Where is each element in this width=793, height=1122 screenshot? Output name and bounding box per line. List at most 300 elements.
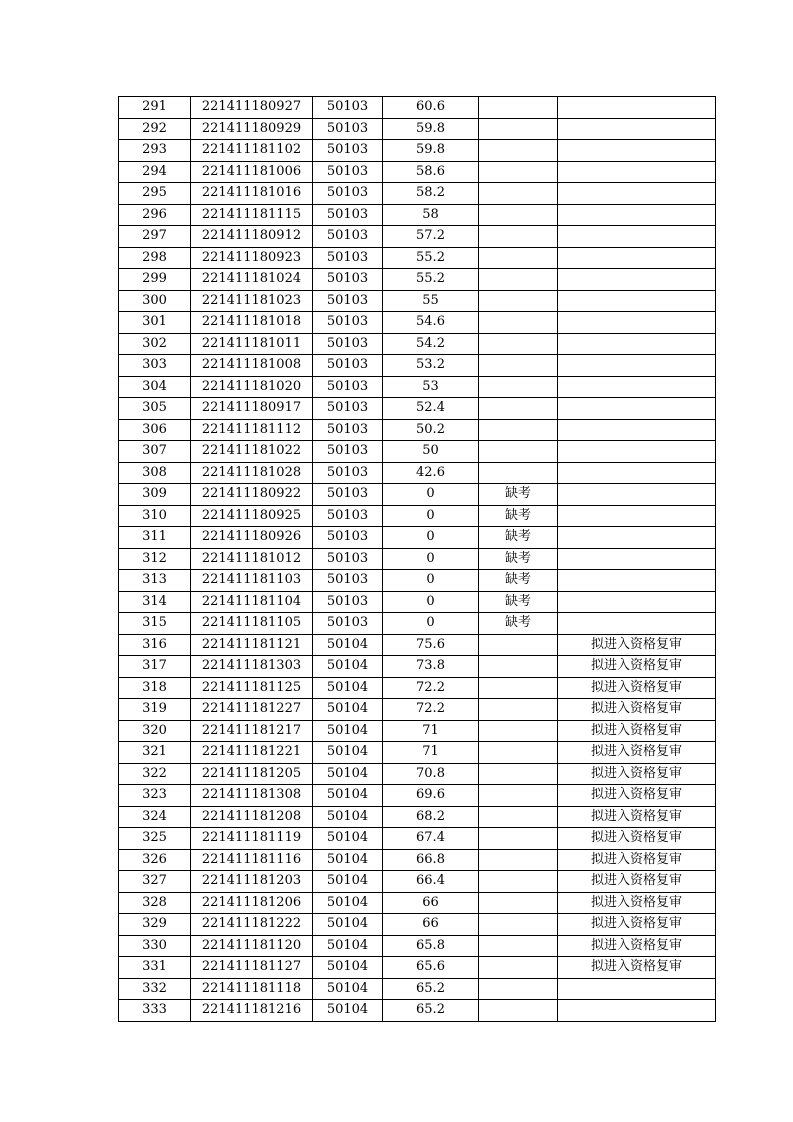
table-row <box>119 914 716 936</box>
table-row <box>119 785 716 807</box>
table-row <box>119 204 716 226</box>
note-cell: 缺考 <box>479 548 558 570</box>
score-cell: 65.2 <box>383 978 479 1000</box>
note-cell <box>479 441 558 463</box>
result-cell <box>558 204 716 226</box>
note-cell <box>479 720 558 742</box>
result-cell <box>558 226 716 248</box>
note-cell <box>479 656 558 678</box>
ticket-number-cell: 221411181216 <box>191 1000 313 1022</box>
ticket-number-cell: 221411181103 <box>191 570 313 592</box>
table-row <box>119 978 716 1000</box>
table-row <box>119 140 716 162</box>
table-row <box>119 269 716 291</box>
position-code-cell: 50104 <box>313 892 383 914</box>
table-row <box>119 634 716 656</box>
result-cell: 拟进入资格复审 <box>558 828 716 850</box>
result-cell <box>558 548 716 570</box>
position-code-cell: 50104 <box>313 978 383 1000</box>
position-code-cell: 50104 <box>313 1000 383 1022</box>
result-cell <box>558 613 716 635</box>
score-cell: 55.2 <box>383 269 479 291</box>
score-cell: 72.2 <box>383 699 479 721</box>
row-number-cell: 321 <box>119 742 191 764</box>
ticket-number-cell: 221411181024 <box>191 269 313 291</box>
ticket-number-cell: 221411181006 <box>191 161 313 183</box>
result-cell: 拟进入资格复审 <box>558 763 716 785</box>
ticket-number-cell: 221411181121 <box>191 634 313 656</box>
ticket-number-cell: 221411180927 <box>191 97 313 119</box>
ticket-number-cell: 221411181016 <box>191 183 313 205</box>
row-number-cell: 291 <box>119 97 191 119</box>
note-cell <box>479 419 558 441</box>
table-row <box>119 484 716 506</box>
table-row <box>119 957 716 979</box>
ticket-number-cell: 221411181227 <box>191 699 313 721</box>
table-row <box>119 247 716 269</box>
position-code-cell: 50104 <box>313 785 383 807</box>
score-table <box>118 96 716 1022</box>
table-row <box>119 505 716 527</box>
ticket-number-cell: 221411181217 <box>191 720 313 742</box>
row-number-cell: 292 <box>119 118 191 140</box>
score-cell: 50 <box>383 441 479 463</box>
ticket-number-cell: 221411181020 <box>191 376 313 398</box>
note-cell <box>479 914 558 936</box>
note-cell <box>479 183 558 205</box>
table-row <box>119 226 716 248</box>
result-cell <box>558 570 716 592</box>
row-number-cell: 310 <box>119 505 191 527</box>
result-cell: 拟进入资格复审 <box>558 656 716 678</box>
note-cell: 缺考 <box>479 527 558 549</box>
table-row <box>119 161 716 183</box>
position-code-cell: 50103 <box>313 161 383 183</box>
position-code-cell: 50103 <box>313 462 383 484</box>
result-cell: 拟进入资格复审 <box>558 849 716 871</box>
ticket-number-cell: 221411181115 <box>191 204 313 226</box>
row-number-cell: 328 <box>119 892 191 914</box>
row-number-cell: 315 <box>119 613 191 635</box>
score-cell: 60.6 <box>383 97 479 119</box>
score-cell: 71 <box>383 742 479 764</box>
position-code-cell: 50103 <box>313 333 383 355</box>
result-cell <box>558 1000 716 1022</box>
ticket-number-cell: 221411180912 <box>191 226 313 248</box>
ticket-number-cell: 221411181116 <box>191 849 313 871</box>
result-cell: 拟进入资格复审 <box>558 742 716 764</box>
position-code-cell: 50103 <box>313 97 383 119</box>
result-cell <box>558 312 716 334</box>
position-code-cell: 50104 <box>313 935 383 957</box>
position-code-cell: 50103 <box>313 269 383 291</box>
ticket-number-cell: 221411181303 <box>191 656 313 678</box>
result-cell: 拟进入资格复审 <box>558 634 716 656</box>
table-row <box>119 376 716 398</box>
score-cell: 66.4 <box>383 871 479 893</box>
position-code-cell: 50103 <box>313 613 383 635</box>
position-code-cell: 50103 <box>313 591 383 613</box>
result-cell <box>558 527 716 549</box>
row-number-cell: 317 <box>119 656 191 678</box>
score-cell: 58.2 <box>383 183 479 205</box>
row-number-cell: 329 <box>119 914 191 936</box>
row-number-cell: 307 <box>119 441 191 463</box>
row-number-cell: 302 <box>119 333 191 355</box>
score-cell: 52.4 <box>383 398 479 420</box>
position-code-cell: 50103 <box>313 484 383 506</box>
position-code-cell: 50103 <box>313 441 383 463</box>
note-cell <box>479 118 558 140</box>
ticket-number-cell: 221411180917 <box>191 398 313 420</box>
result-cell: 拟进入资格复审 <box>558 677 716 699</box>
score-cell: 58 <box>383 204 479 226</box>
position-code-cell: 50103 <box>313 419 383 441</box>
note-cell <box>479 204 558 226</box>
note-cell <box>479 806 558 828</box>
score-cell: 65.2 <box>383 1000 479 1022</box>
note-cell <box>479 849 558 871</box>
score-cell: 55.2 <box>383 247 479 269</box>
note-cell: 缺考 <box>479 505 558 527</box>
ticket-number-cell: 221411181120 <box>191 935 313 957</box>
ticket-number-cell: 221411180922 <box>191 484 313 506</box>
position-code-cell: 50104 <box>313 634 383 656</box>
result-cell: 拟进入资格复审 <box>558 892 716 914</box>
ticket-number-cell: 221411181022 <box>191 441 313 463</box>
position-code-cell: 50104 <box>313 720 383 742</box>
score-cell: 57.2 <box>383 226 479 248</box>
score-cell: 55 <box>383 290 479 312</box>
row-number-cell: 312 <box>119 548 191 570</box>
table-row <box>119 849 716 871</box>
position-code-cell: 50103 <box>313 570 383 592</box>
result-cell: 拟进入资格复审 <box>558 699 716 721</box>
table-row <box>119 871 716 893</box>
score-cell: 68.2 <box>383 806 479 828</box>
position-code-cell: 50103 <box>313 204 383 226</box>
row-number-cell: 320 <box>119 720 191 742</box>
row-number-cell: 311 <box>119 527 191 549</box>
score-cell: 73.8 <box>383 656 479 678</box>
row-number-cell: 319 <box>119 699 191 721</box>
note-cell <box>479 677 558 699</box>
result-cell <box>558 97 716 119</box>
note-cell <box>479 333 558 355</box>
note-cell <box>479 978 558 1000</box>
table-row <box>119 462 716 484</box>
table-row <box>119 290 716 312</box>
table-row <box>119 419 716 441</box>
result-cell <box>558 484 716 506</box>
result-cell <box>558 161 716 183</box>
note-cell: 缺考 <box>479 613 558 635</box>
row-number-cell: 324 <box>119 806 191 828</box>
note-cell <box>479 1000 558 1022</box>
note-cell <box>479 462 558 484</box>
score-cell: 0 <box>383 548 479 570</box>
result-cell: 拟进入资格复审 <box>558 806 716 828</box>
ticket-number-cell: 221411180929 <box>191 118 313 140</box>
note-cell <box>479 312 558 334</box>
result-cell <box>558 183 716 205</box>
ticket-number-cell: 221411181206 <box>191 892 313 914</box>
position-code-cell: 50104 <box>313 806 383 828</box>
row-number-cell: 296 <box>119 204 191 226</box>
row-number-cell: 309 <box>119 484 191 506</box>
note-cell <box>479 269 558 291</box>
result-cell <box>558 140 716 162</box>
score-table-body <box>119 97 716 1022</box>
note-cell <box>479 226 558 248</box>
table-row <box>119 892 716 914</box>
score-cell: 53.2 <box>383 355 479 377</box>
table-row <box>119 742 716 764</box>
table-row <box>119 828 716 850</box>
ticket-number-cell: 221411181008 <box>191 355 313 377</box>
note-cell <box>479 699 558 721</box>
result-cell: 拟进入资格复审 <box>558 785 716 807</box>
result-cell <box>558 591 716 613</box>
table-row <box>119 118 716 140</box>
position-code-cell: 50103 <box>313 355 383 377</box>
position-code-cell: 50103 <box>313 376 383 398</box>
ticket-number-cell: 221411181018 <box>191 312 313 334</box>
table-row <box>119 333 716 355</box>
note-cell <box>479 828 558 850</box>
result-cell <box>558 355 716 377</box>
position-code-cell: 50104 <box>313 957 383 979</box>
score-cell: 0 <box>383 570 479 592</box>
result-cell: 拟进入资格复审 <box>558 935 716 957</box>
ticket-number-cell: 221411181221 <box>191 742 313 764</box>
position-code-cell: 50104 <box>313 828 383 850</box>
position-code-cell: 50103 <box>313 118 383 140</box>
row-number-cell: 299 <box>119 269 191 291</box>
score-cell: 42.6 <box>383 462 479 484</box>
table-row <box>119 355 716 377</box>
position-code-cell: 50104 <box>313 742 383 764</box>
table-row <box>119 763 716 785</box>
row-number-cell: 295 <box>119 183 191 205</box>
row-number-cell: 318 <box>119 677 191 699</box>
ticket-number-cell: 221411181012 <box>191 548 313 570</box>
row-number-cell: 301 <box>119 312 191 334</box>
table-row <box>119 548 716 570</box>
result-cell <box>558 441 716 463</box>
table-row <box>119 699 716 721</box>
table-row <box>119 441 716 463</box>
note-cell <box>479 161 558 183</box>
row-number-cell: 304 <box>119 376 191 398</box>
score-cell: 0 <box>383 484 479 506</box>
position-code-cell: 50103 <box>313 290 383 312</box>
row-number-cell: 322 <box>119 763 191 785</box>
table-row <box>119 398 716 420</box>
result-cell <box>558 247 716 269</box>
row-number-cell: 313 <box>119 570 191 592</box>
score-cell: 69.6 <box>383 785 479 807</box>
ticket-number-cell: 221411181222 <box>191 914 313 936</box>
score-cell: 66 <box>383 892 479 914</box>
table-row <box>119 720 716 742</box>
note-cell: 缺考 <box>479 484 558 506</box>
position-code-cell: 50103 <box>313 398 383 420</box>
row-number-cell: 294 <box>119 161 191 183</box>
score-cell: 66.8 <box>383 849 479 871</box>
note-cell <box>479 97 558 119</box>
note-cell <box>479 634 558 656</box>
ticket-number-cell: 221411181028 <box>191 462 313 484</box>
note-cell <box>479 871 558 893</box>
score-cell: 0 <box>383 591 479 613</box>
row-number-cell: 333 <box>119 1000 191 1022</box>
score-cell: 71 <box>383 720 479 742</box>
score-cell: 59.8 <box>383 140 479 162</box>
row-number-cell: 298 <box>119 247 191 269</box>
note-cell <box>479 742 558 764</box>
score-cell: 58.6 <box>383 161 479 183</box>
note-cell: 缺考 <box>479 570 558 592</box>
score-cell: 65.6 <box>383 957 479 979</box>
position-code-cell: 50104 <box>313 677 383 699</box>
ticket-number-cell: 221411181127 <box>191 957 313 979</box>
note-cell <box>479 355 558 377</box>
note-cell <box>479 140 558 162</box>
ticket-number-cell: 221411181112 <box>191 419 313 441</box>
ticket-number-cell: 221411180926 <box>191 527 313 549</box>
row-number-cell: 293 <box>119 140 191 162</box>
result-cell: 拟进入资格复审 <box>558 957 716 979</box>
table-row <box>119 570 716 592</box>
score-cell: 75.6 <box>383 634 479 656</box>
ticket-number-cell: 221411181023 <box>191 290 313 312</box>
result-cell <box>558 398 716 420</box>
row-number-cell: 306 <box>119 419 191 441</box>
score-cell: 54.2 <box>383 333 479 355</box>
row-number-cell: 325 <box>119 828 191 850</box>
ticket-number-cell: 221411181104 <box>191 591 313 613</box>
note-cell <box>479 247 558 269</box>
score-cell: 65.8 <box>383 935 479 957</box>
position-code-cell: 50103 <box>313 247 383 269</box>
result-cell <box>558 376 716 398</box>
table-row <box>119 677 716 699</box>
ticket-number-cell: 221411181203 <box>191 871 313 893</box>
ticket-number-cell: 221411181105 <box>191 613 313 635</box>
ticket-number-cell: 221411180925 <box>191 505 313 527</box>
note-cell <box>479 892 558 914</box>
note-cell <box>479 935 558 957</box>
row-number-cell: 308 <box>119 462 191 484</box>
result-cell: 拟进入资格复审 <box>558 914 716 936</box>
table-row <box>119 591 716 613</box>
table-row <box>119 806 716 828</box>
score-cell: 0 <box>383 527 479 549</box>
result-cell: 拟进入资格复审 <box>558 720 716 742</box>
position-code-cell: 50104 <box>313 656 383 678</box>
score-cell: 59.8 <box>383 118 479 140</box>
score-cell: 0 <box>383 613 479 635</box>
position-code-cell: 50103 <box>313 312 383 334</box>
table-row <box>119 613 716 635</box>
ticket-number-cell: 221411180923 <box>191 247 313 269</box>
result-cell: 拟进入资格复审 <box>558 871 716 893</box>
ticket-number-cell: 221411181125 <box>191 677 313 699</box>
position-code-cell: 50104 <box>313 871 383 893</box>
position-code-cell: 50103 <box>313 548 383 570</box>
row-number-cell: 331 <box>119 957 191 979</box>
score-cell: 72.2 <box>383 677 479 699</box>
row-number-cell: 314 <box>119 591 191 613</box>
table-row <box>119 1000 716 1022</box>
result-cell <box>558 505 716 527</box>
result-cell <box>558 269 716 291</box>
row-number-cell: 330 <box>119 935 191 957</box>
score-cell: 66 <box>383 914 479 936</box>
ticket-number-cell: 221411181119 <box>191 828 313 850</box>
score-cell: 67.4 <box>383 828 479 850</box>
table-row <box>119 312 716 334</box>
ticket-number-cell: 221411181308 <box>191 785 313 807</box>
row-number-cell: 316 <box>119 634 191 656</box>
result-cell <box>558 419 716 441</box>
position-code-cell: 50103 <box>313 226 383 248</box>
table-row <box>119 935 716 957</box>
position-code-cell: 50104 <box>313 763 383 785</box>
note-cell <box>479 957 558 979</box>
note-cell <box>479 290 558 312</box>
row-number-cell: 303 <box>119 355 191 377</box>
result-cell <box>558 978 716 1000</box>
score-cell: 50.2 <box>383 419 479 441</box>
ticket-number-cell: 221411181102 <box>191 140 313 162</box>
note-cell <box>479 398 558 420</box>
note-cell <box>479 376 558 398</box>
ticket-number-cell: 221411181205 <box>191 763 313 785</box>
ticket-number-cell: 221411181208 <box>191 806 313 828</box>
row-number-cell: 327 <box>119 871 191 893</box>
score-cell: 53 <box>383 376 479 398</box>
result-cell <box>558 118 716 140</box>
table-row <box>119 97 716 119</box>
ticket-number-cell: 221411181011 <box>191 333 313 355</box>
ticket-number-cell: 221411181118 <box>191 978 313 1000</box>
note-cell <box>479 785 558 807</box>
score-cell: 70.8 <box>383 763 479 785</box>
table-row <box>119 656 716 678</box>
position-code-cell: 50103 <box>313 140 383 162</box>
row-number-cell: 332 <box>119 978 191 1000</box>
row-number-cell: 323 <box>119 785 191 807</box>
row-number-cell: 297 <box>119 226 191 248</box>
result-cell <box>558 462 716 484</box>
position-code-cell: 50103 <box>313 505 383 527</box>
score-cell: 0 <box>383 505 479 527</box>
result-cell <box>558 290 716 312</box>
position-code-cell: 50103 <box>313 183 383 205</box>
score-cell: 54.6 <box>383 312 479 334</box>
result-cell <box>558 333 716 355</box>
table-row <box>119 527 716 549</box>
note-cell <box>479 763 558 785</box>
position-code-cell: 50104 <box>313 849 383 871</box>
table-row <box>119 183 716 205</box>
position-code-cell: 50103 <box>313 527 383 549</box>
row-number-cell: 305 <box>119 398 191 420</box>
position-code-cell: 50104 <box>313 914 383 936</box>
position-code-cell: 50104 <box>313 699 383 721</box>
